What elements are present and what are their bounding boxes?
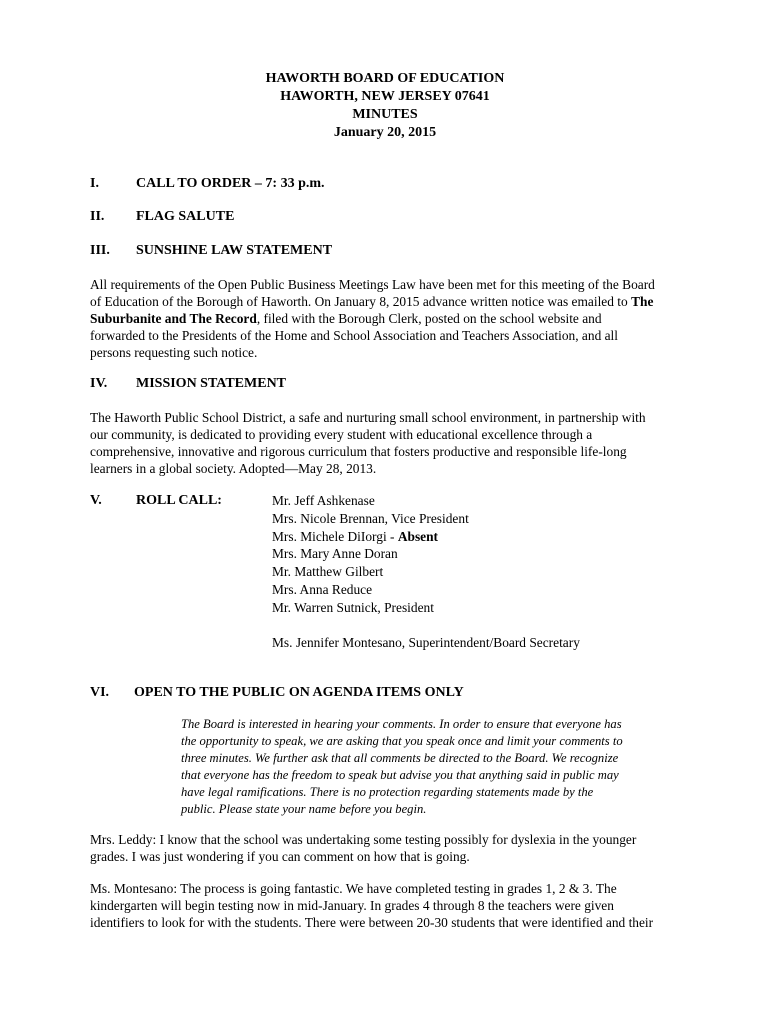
board-name: HAWORTH BOARD OF EDUCATION [265, 71, 505, 86]
document-header [0, 70, 770, 142]
text-line: learners in a global society. Adopted—May 28, 2013. [90, 461, 377, 476]
section-number: I. [90, 176, 99, 191]
text-line: comprehensive, innovative and rigorous curriculum that fosters productive and responsible life-long [90, 444, 627, 459]
sunshine-statement [90, 276, 690, 361]
text-line: Mrs. Leddy: I know that the school was undertaking some testing possibly for dyslexia in the younger [90, 832, 637, 847]
section-title: SUNSHINE LAW STATEMENT [136, 243, 333, 258]
text-line: three minutes. We further ask that all comments be directed to the Board. We recognize [181, 751, 619, 765]
document-type: MINUTES [352, 107, 418, 122]
text-line [90, 310, 690, 327]
text-line: Ms. Montesano: The process is going fantastic. We have completed testing in grades 1, 2 & 3. The [90, 881, 617, 896]
section-title: CALL TO ORDER – 7: 33 p.m. [136, 176, 325, 191]
member-name: Mr. Warren Sutnick, President [272, 599, 434, 615]
section-number: V. [90, 493, 102, 508]
member-name: Mrs. Mary Anne Doran [272, 546, 398, 562]
roll-call-list [272, 492, 469, 617]
member-name: Mrs. Anna Reduce [272, 581, 373, 597]
text-line: the opportunity to speak, we are asking that you speak once and limit your comments to [181, 734, 623, 748]
bold-text: Suburbanite and The Record [90, 311, 257, 326]
location: HAWORTH, NEW JERSEY 07641 [280, 89, 490, 104]
member-name: Mr. Jeff Ashkenase [272, 493, 375, 508]
section-number: IV. [90, 376, 108, 391]
superintendent [272, 634, 580, 652]
meeting-date: January 20, 2015 [333, 125, 437, 140]
text-line: The Board is interested in hearing your comments. In order to ensure that everyone has [181, 717, 622, 731]
text-line: our community, is dedicated to providing every student with educational excellence through a [90, 427, 593, 442]
text-line: The Haworth Public School District, a safe and nurturing small school environment, in partnership with [90, 410, 646, 425]
text-line [90, 293, 690, 310]
text-line: identifiers to look for with the students. There were between 20-30 students that were identified and their [90, 915, 654, 930]
leddy-comment [90, 831, 690, 865]
member-label: Mrs. Michele DiIorgi - [272, 528, 398, 544]
text-line: have legal ramifications. There is no protection regarding statements made by the [181, 785, 594, 799]
bold-text: The [631, 294, 654, 309]
text-line: public. Please state your name before you begin. [181, 802, 427, 816]
section-title: MISSION STATEMENT [136, 376, 287, 391]
section-number: VI. [90, 685, 110, 700]
member-name [272, 528, 469, 546]
text-line: forwarded to the Presidents of the Home and School Association and Teachers Association, and all [90, 328, 618, 343]
section-title: OPEN TO THE PUBLIC ON AGENDA ITEMS ONLY [134, 685, 464, 700]
text-line: All requirements of the Open Public Business Meetings Law have been met for this meeting of the Board [90, 277, 655, 292]
section-title: FLAG SALUTE [136, 209, 235, 224]
text-line: grades. I was just wondering if you can comment on how that is going. [90, 849, 470, 864]
text-span: of Education of the Borough of Haworth. On January 8, 2015 advance written notice was emailed to [90, 294, 632, 309]
section-number: II. [90, 209, 105, 224]
absent-label: Absent [397, 528, 439, 544]
section-number: III. [90, 243, 110, 258]
text-line: persons requesting such notice. [90, 345, 258, 360]
text-span: , filed with the Borough Clerk, posted on the school website and [256, 311, 602, 326]
public-comment-notice [181, 716, 623, 818]
member-name: Mr. Matthew Gilbert [272, 564, 384, 580]
text-line: kindergarten will begin testing now in mid-January. In grades 4 through 8 the teachers were given [90, 898, 614, 913]
section-title: ROLL CALL: [136, 493, 222, 508]
member-name: Mrs. Nicole Brennan, Vice President [272, 510, 469, 526]
superintendent-name: Ms. Jennifer Montesano, Superintendent/Board Secretary [272, 635, 580, 650]
mission-text [90, 409, 690, 477]
text-line: that everyone has the freedom to speak but advise you that anything said in public may [181, 768, 619, 782]
montesano-response [90, 880, 690, 931]
